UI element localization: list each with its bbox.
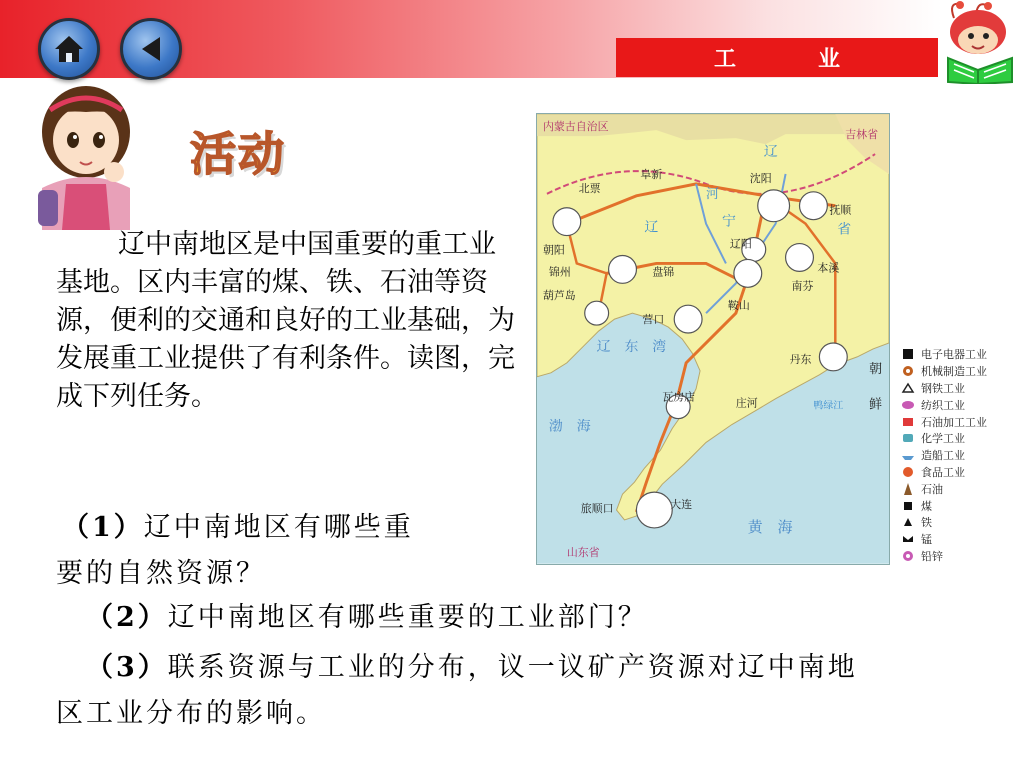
chemical-icon (900, 431, 916, 445)
shipbuilding-icon (900, 448, 916, 462)
coal-icon (900, 499, 916, 513)
map-label: 阜新 (640, 167, 663, 181)
map-label: 大连 (670, 498, 693, 512)
question-text: 辽中南地区有哪些重要的工业部门？ (167, 602, 648, 633)
map-label: 锦州 (548, 265, 571, 279)
map-label: 鞍山 (727, 299, 750, 313)
legend-label: 石油加工工业 (921, 415, 987, 429)
map-label: 鸭绿江 (813, 400, 844, 412)
legend-item (900, 363, 1010, 380)
legend-item (900, 548, 1010, 565)
map-label: 吉林省 (845, 128, 879, 142)
question-3-continued: 区工业分布的影响。 (56, 698, 326, 729)
legend-label: 锰 (921, 533, 932, 547)
food-icon (900, 465, 916, 479)
map-label: 渤 海 (548, 418, 591, 435)
iron-icon (900, 515, 916, 529)
map-label: 瓦房店 (662, 390, 696, 404)
home-icon (52, 32, 86, 66)
question-text: 联系资源与工业的分布，议一议矿产资源对辽中南地 (167, 652, 858, 683)
legend-item (900, 430, 1010, 447)
back-arrow-icon (134, 32, 168, 66)
map-label: 朝 (869, 361, 883, 377)
map-label: 沈阳 (749, 171, 772, 185)
electronics-icon (900, 347, 916, 361)
question-number: （3） (86, 652, 168, 683)
legend-item (900, 497, 1010, 514)
legend-label: 电子电器工业 (921, 348, 987, 362)
map-label: 本溪 (817, 261, 840, 275)
map-label: 朝阳 (542, 243, 565, 257)
map-label: 盘锦 (652, 265, 675, 279)
question-2 (86, 598, 648, 638)
map-label: 辽阳 (729, 237, 752, 251)
legend-item (900, 396, 1010, 413)
steel-icon (900, 381, 916, 395)
question-number: （1） (62, 512, 144, 543)
question-3 (86, 648, 858, 688)
legend-item (900, 380, 1010, 397)
map-label: 丹东 (789, 352, 812, 366)
legend-label: 机械制造工业 (921, 365, 987, 379)
industry-map (536, 113, 890, 565)
question-1-continued: 要的自然资源？ (56, 558, 266, 589)
legend-label: 煤 (921, 499, 932, 513)
legend-label: 食品工业 (921, 465, 965, 479)
legend-item (900, 346, 1010, 363)
map-label: 内蒙古自治区 (542, 120, 609, 134)
legend-item (900, 531, 1010, 548)
legend-item (900, 514, 1010, 531)
map-label: 旅顺口 (580, 502, 614, 516)
map-label: 辽 东 湾 (596, 338, 667, 355)
machinery-icon (900, 364, 916, 378)
map-label: 庄河 (735, 396, 758, 410)
map-label: 省 (837, 221, 852, 238)
map-label: 山东省 (566, 545, 600, 559)
legend-label: 纺织工业 (921, 398, 965, 412)
map-label: 北票 (578, 181, 601, 195)
home-button[interactable] (38, 18, 100, 80)
page-title: 工 业 (616, 38, 938, 77)
legend-label: 铁 (921, 516, 932, 530)
legend-label: 造船工业 (921, 449, 965, 463)
map-label: 南芬 (791, 279, 814, 293)
question-number: （2） (86, 602, 168, 633)
question-1 (62, 508, 482, 548)
legend-item (900, 413, 1010, 430)
petroleum-processing-icon (900, 415, 916, 429)
manganese-icon (900, 532, 916, 546)
legend-label: 铅锌 (921, 549, 943, 563)
map-label: 宁 (721, 213, 736, 230)
activity-title: 活动 (190, 127, 286, 181)
activity-paragraph: 辽中南地区是中国重要的重工业基地。区内丰富的煤、铁、石油等资源，便利的交通和良好的工业基础，为发展重工业提供了有利条件。读图，完成下列任务。 (56, 229, 515, 412)
oil-icon (900, 482, 916, 496)
legend-label: 化学工业 (921, 432, 965, 446)
map-label: 抚顺 (829, 203, 852, 217)
map-label: 营口 (642, 313, 665, 327)
map-label: 河 (706, 186, 719, 202)
map-label: 辽 (763, 144, 778, 161)
legend-label: 钢铁工业 (921, 381, 965, 395)
legend-item (900, 480, 1010, 497)
map-label: 辽 (644, 219, 659, 236)
lead-zinc-icon (900, 549, 916, 563)
map-label: 黄 海 (747, 517, 793, 536)
legend-item (900, 447, 1010, 464)
question-text: 辽中南地区有哪些重 (143, 512, 414, 543)
back-button[interactable] (120, 18, 182, 80)
legend-label: 石油 (921, 482, 943, 496)
map-legend (900, 346, 1010, 564)
map-label: 葫芦岛 (542, 289, 576, 303)
map-label: 鲜 (869, 397, 883, 413)
mascot-icon (936, 0, 1024, 84)
student-girl-icon (22, 80, 150, 230)
textile-icon (900, 398, 916, 412)
legend-item (900, 464, 1010, 481)
